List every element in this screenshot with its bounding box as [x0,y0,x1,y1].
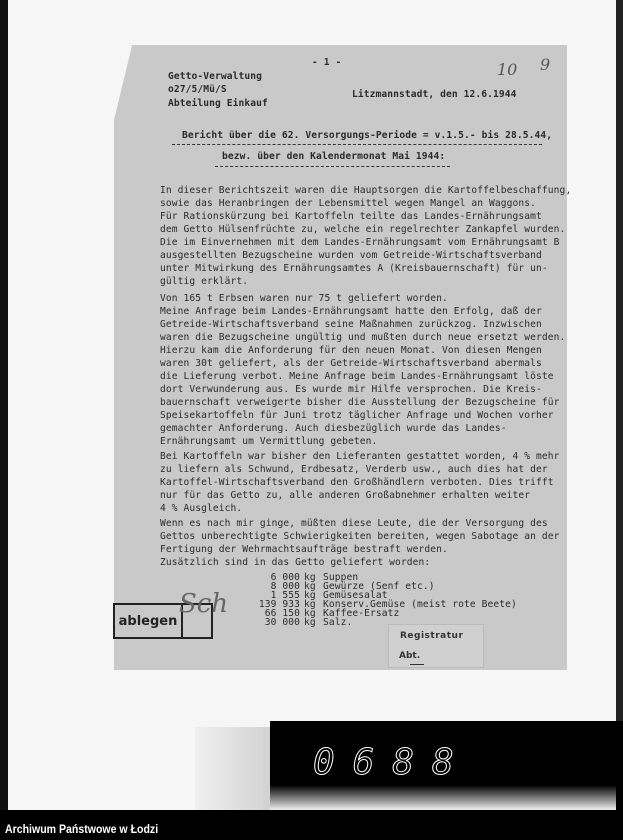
body-line: dem Getto Hülsenfrüchte zu, welche ein regelrechter Zankapfel wurden. [160,224,566,235]
delivery-unit: kg [304,572,316,583]
registratur-stamp [388,624,484,668]
body-line: zu liefern als Schwund, Erdbesatz, Verderb usw., auch dies hat der [160,464,548,475]
body-line: ausgestellten Bezugscheine wurden vom Getreide-Wirtschaftsverband [160,250,542,261]
delivery-qty: 66 150 [264,608,300,619]
body-line: Für Rationskürzung bei Kartoffeln teilte das Landes-Ernährungsamt [160,211,542,222]
delivery-unit: kg [304,590,316,601]
body-line: unter Mitwirkung des Ernährungsamtes A (Kreisbauernschaft) für un- [160,263,548,274]
place-date: Litzmannstadt, den 12.6.1944 [352,89,517,100]
sender-division: Abteilung Einkauf [168,98,268,109]
delivery-item: Konserv.Gemüse (meist rote Beete) [323,599,517,610]
body-line: Wenn es nach mir ginge, müßten diese Leute, die der Versorgung des [160,518,548,529]
scan-left-border [0,0,8,810]
subtitle-underline [215,166,450,167]
body-line: Hierzu kam die Anforderung für den neuen Monat. Von diesen Mengen [160,345,542,356]
body-line: gültig erklärt. [160,276,249,287]
delivery-qty: 6 000 [270,572,300,583]
archive-name: Archiwum Państwowe w Łodzi [5,822,159,836]
stamp-signature-cell [179,589,229,637]
delivery-item: Gewürze (Senf etc.) [323,581,435,592]
body-line: Ernährungsamt um Vermittlung gebeten. [160,436,378,447]
body-line: In dieser Berichtszeit waren die Hauptsorgen die Kartoffelbeschaffung, [160,185,572,196]
body-line: Fertigung der Wehrmachtsaufträge bestraft werden. [160,544,448,555]
frame-counter-fade [270,785,616,810]
delivery-item: Salz. [323,617,353,628]
body-line: Die im Einvernehmen mit dem Landes-Ernährungsamt vom Ernährungsamt B [160,237,560,248]
delivery-item: Gemüsesalat [323,590,388,601]
body-line: Von 165 t Erbsen waren nur 75 t geliefert worden. [160,293,448,304]
delivery-qty: 1 555 [270,590,300,601]
handwritten-folio-9: 9 [540,55,551,74]
body-line: Speisekartoffeln für Juni trotz täglicher Anfrage und Wochen vorher [160,410,554,421]
body-line: Bei Kartoffeln war bisher den Lieferanten gestattet worden, 4 % mehr [160,451,560,462]
body-line: gemachter Anforderung. Auch diesbezüglich wurde das Landes- [160,423,507,434]
body-line: Gettos unberechtigte Schwierigkeiten bereiten, wegen Sabotage an der [160,531,560,542]
delivery-item: Suppen [323,572,359,583]
registratur-title: Registratur [400,631,464,641]
delivery-unit: kg [304,599,316,610]
delivery-qty: 30 000 [264,617,300,628]
report-subtitle: bezw. über den Kalendermonat Mai 1944: [222,151,446,162]
delivery-qty: 139 933 [258,599,300,610]
delivery-unit: kg [304,617,316,628]
body-line: sowie das Heranbringen der Lebensmittel wegen Mangel an Waggons. [160,198,537,209]
report-title: Bericht über die 62. Versorgungs-Periode = v.1.5.- bis 28.5.44, [182,130,553,141]
delivery-unit: kg [304,581,316,592]
body-line: nur für das Getto zu, alle anderen Großabnehmer erhalten weiter [160,490,531,501]
page-marker: - 1 - [312,57,342,68]
delivery-item: Kaffee-Ersatz [323,608,400,619]
body-line: Meine Anfrage beim Landes-Ernährungsamt hatte den Erfolg, daß der [160,306,542,317]
scan-right-border [616,0,623,810]
body-line: waren 30t geliefert, als der Getreide-Wirtschaftsverband abermals [160,358,542,369]
handwritten-folio-10: 10 [497,60,518,79]
body-line: Getreide-Wirtschaftsverband seine Maßnahmen zurückzog. Inzwischen [160,319,542,330]
body-line: dort Verwunderung aus. Es wurde mir Hilfe versprochen. Die Kreis- [160,384,542,395]
frame-counter: 0688 [313,742,472,783]
reference-number: o27/5/Mü/S [168,84,227,95]
body-line: Zusätzlich sind in das Getto geliefert worden: [160,557,431,568]
delivery-qty: 8 000 [270,581,300,592]
body-line: 4 % Ausgleich. [160,503,243,514]
stamp-label: ablegen [115,605,183,637]
body-line: die Lieferung verbot. Meine Anfrage beim Landes-Ernährungsamt löste [160,371,554,382]
body-line: waren die Bezugscheine ungültig und mußten durch neue ersetzt werden. [160,332,566,343]
delivery-unit: kg [304,608,316,619]
registratur-department: Abt. [399,651,421,661]
ablegen-stamp [113,589,229,639]
sender-department: Getto-Verwaltung [168,71,263,82]
signature: Sch [179,589,229,619]
body-line: Kartoffel-Wirtschaftsverband den Großhändlern verboten. Dies trifft [160,477,554,488]
body-line: bauernschaft verweigerte bisher die Ausstellung der Bezugscheine für [160,397,560,408]
title-underline [172,144,542,145]
registratur-underline [410,664,424,665]
